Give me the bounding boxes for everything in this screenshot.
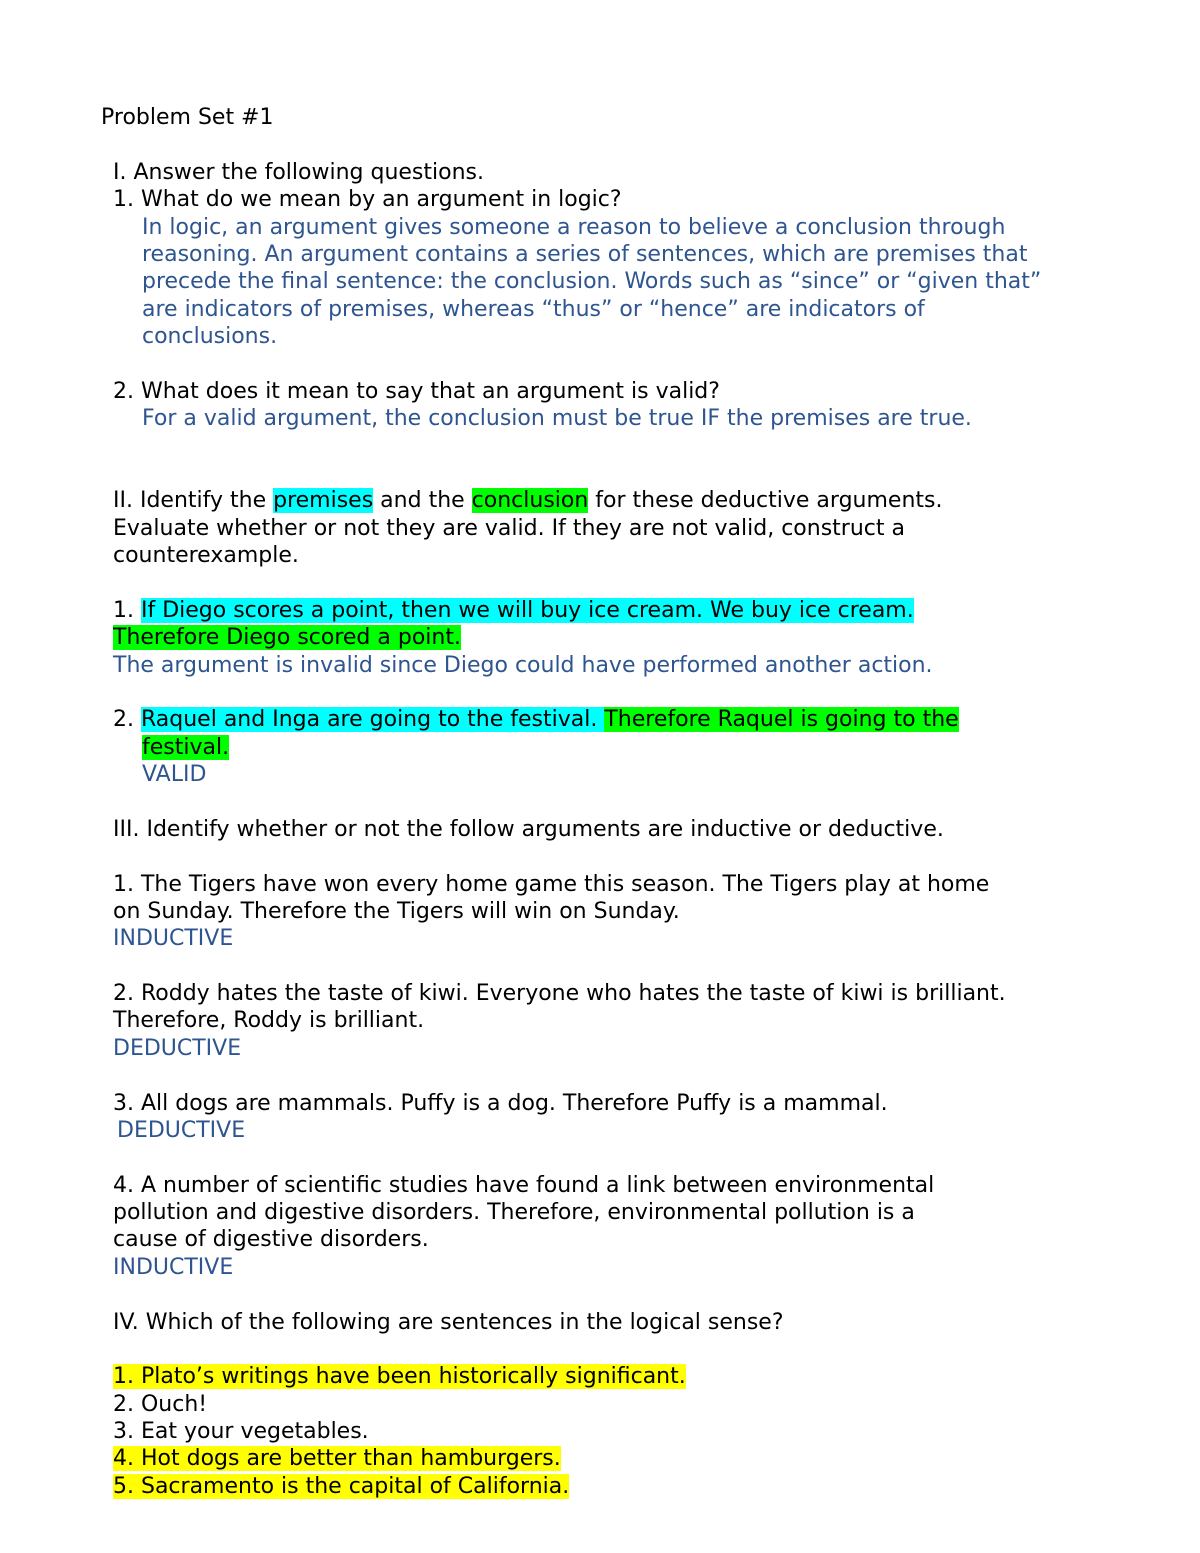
section-3-item-1-answer: INDUCTIVE [113, 926, 234, 951]
section-1-answer-1-line-1: In logic, an argument gives someone a reason to believe a conclusion through [142, 215, 1006, 240]
conclusion-highlight: conclusion [471, 488, 589, 513]
section-1-answer-1-line-5: conclusions. [142, 324, 278, 349]
section-3-item-3-answer: DEDUCTIVE [117, 1118, 246, 1143]
section-2-heading-post: for these deductive arguments. [588, 488, 943, 513]
section-3-item-2-line-2: Therefore, Roddy is brilliant. [113, 1008, 425, 1033]
section-2-item-1-line-2 [113, 624, 461, 651]
section-2-item-1-line-1 [113, 597, 914, 624]
section-3-item-1-line-1: 1. The Tigers have won every home game this season. The Tigers play at home [113, 872, 990, 897]
section-2-item-2-number: 2. [113, 707, 141, 732]
section-3-item-4-line-2: pollution and digestive disorders. Therefore, environmental pollution is a [113, 1200, 915, 1225]
section-4-item-3: 3. Eat your vegetables. [113, 1419, 369, 1444]
section-2-item-1-number: 1. [113, 598, 141, 623]
section-1-question-1: 1. What do we mean by an argument in logic? [113, 187, 622, 212]
section-2-item-2-conclusion-part-2: festival. [142, 735, 230, 760]
page-title: Problem Set #1 [101, 105, 274, 130]
section-1-answer-2: For a valid argument, the conclusion must be true IF the premises are true. [142, 406, 972, 431]
section-1-answer-1-line-4: are indicators of premises, whereas “thus” or “hence” are indicators of [142, 297, 925, 322]
section-1-question-2: 2. What does it mean to say that an argument is valid? [113, 379, 720, 404]
section-4-item-1-highlight: 1. Plato’s writings have been historically significant. [113, 1364, 686, 1389]
section-2-heading-line-1 [113, 487, 942, 514]
section-1-answer-1-line-2: reasoning. An argument contains a series of sentences, which are premises that [142, 242, 1028, 267]
section-2-heading-line-2: Evaluate whether or not they are valid. If they are not valid, construct a [113, 516, 905, 541]
section-2-item-1-premise: If Diego scores a point, then we will buy ice cream. We buy ice cream. [140, 598, 914, 623]
section-3-item-2-answer: DEDUCTIVE [113, 1036, 242, 1061]
section-2-heading-line-3: counterexample. [113, 543, 299, 568]
section-1-answer-1-line-3: precede the final sentence: the conclusion. Words such as “since” or “given that” [142, 269, 1042, 294]
section-3-item-4-line-1: 4. A number of scientific studies have found a link between environmental [113, 1173, 935, 1198]
section-3-item-4-line-3: cause of digestive disorders. [113, 1227, 429, 1252]
section-3-item-1-line-2: on Sunday. Therefore the Tigers will win on Sunday. [113, 899, 680, 924]
section-2-heading-mid: and the [373, 488, 472, 513]
section-2-item-2-answer: VALID [142, 762, 207, 787]
section-3-heading: III. Identify whether or not the follow arguments are inductive or deductive. [113, 817, 944, 842]
section-4-heading: IV. Which of the following are sentences in the logical sense? [113, 1310, 784, 1335]
section-1-heading: I. Answer the following questions. [113, 160, 484, 185]
section-3-item-4-answer: INDUCTIVE [113, 1255, 234, 1280]
section-4-item-5-highlight: 5. Sacramento is the capital of California. [113, 1474, 570, 1499]
section-3-item-3-line-1: 3. All dogs are mammals. Puffy is a dog. Therefore Puffy is a mammal. [113, 1091, 888, 1116]
section-4-item-5 [113, 1473, 569, 1500]
section-4-item-2: 2. Ouch! [113, 1392, 208, 1417]
premises-highlight: premises [273, 488, 374, 513]
section-2-item-2-line-2 [142, 734, 229, 761]
section-2-item-1-conclusion: Therefore Diego scored a point. [113, 625, 461, 650]
section-2-item-2-premise: Raquel and Inga are going to the festival. [140, 707, 605, 732]
section-3-item-2-line-1: 2. Roddy hates the taste of kiwi. Everyone who hates the taste of kiwi is brilliant. [113, 981, 1006, 1006]
section-2-item-2-line-1 [113, 706, 959, 733]
section-2-item-2-conclusion-part-1: Therefore Raquel is going to the [604, 707, 959, 732]
section-4-item-1 [113, 1363, 686, 1390]
section-4-item-4 [113, 1445, 561, 1472]
section-2-item-1-answer: The argument is invalid since Diego could have performed another action. [113, 653, 933, 678]
section-4-item-4-highlight: 4. Hot dogs are better than hamburgers. [113, 1446, 561, 1471]
section-2-heading-pre: II. Identify the [113, 488, 274, 513]
